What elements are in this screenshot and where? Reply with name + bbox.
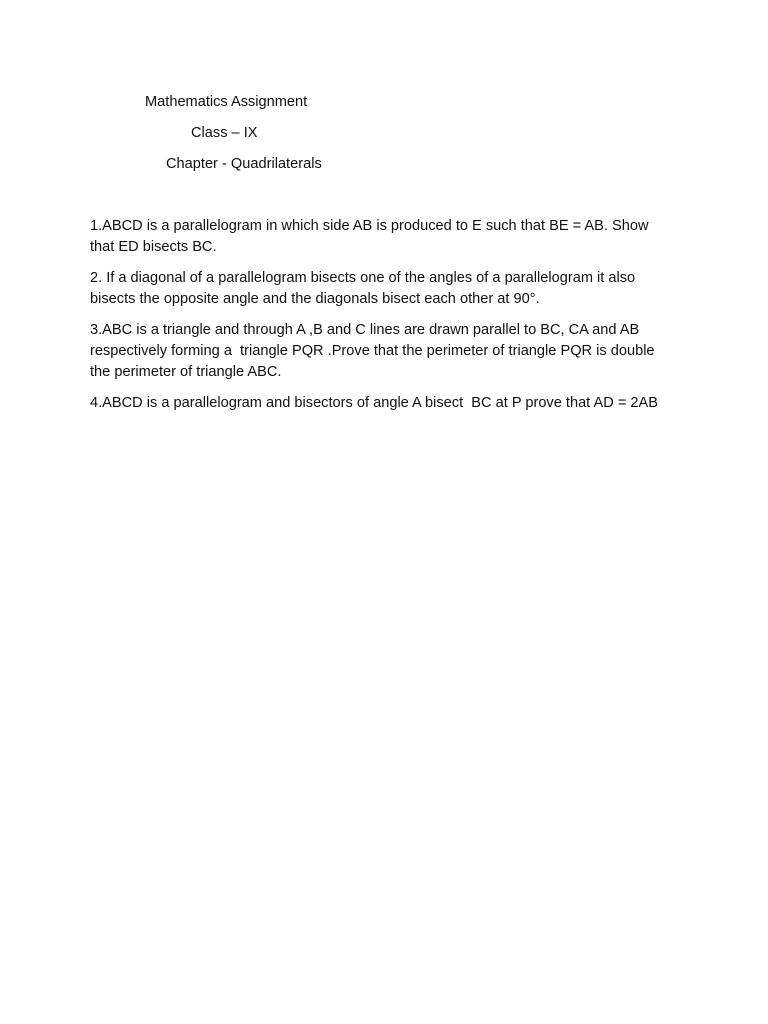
class-label: Class – IX [191, 125, 258, 141]
question-2 [90, 268, 690, 310]
question-4 [90, 393, 690, 414]
chapter-label: Chapter - Quadrilaterals [166, 156, 322, 172]
question-line: bisects the opposite angle and the diagonals bisect each other at 90°. [90, 291, 540, 307]
question-line: 4.ABCD is a parallelogram and bisectors of angle A bisect BC at P prove that AD = 2AB [90, 395, 658, 411]
question-list [90, 216, 690, 424]
question-line: respectively forming a triangle PQR .Prove that the perimeter of triangle PQR is double [90, 343, 655, 359]
question-line: that ED bisects BC. [90, 239, 217, 255]
question-1 [90, 216, 690, 258]
question-line: 2. If a diagonal of a parallelogram bisects one of the angles of a parallelogram it also [90, 270, 636, 286]
question-line: 1.ABCD is a parallelogram in which side AB is produced to E such that BE = AB. Show [90, 218, 649, 234]
question-line: 3.ABC is a triangle and through A ,B and C lines are drawn parallel to BC, CA and AB [90, 322, 640, 338]
question-3 [90, 320, 690, 383]
assignment-title: Mathematics Assignment [145, 94, 308, 110]
question-line: the perimeter of triangle ABC. [90, 364, 282, 380]
